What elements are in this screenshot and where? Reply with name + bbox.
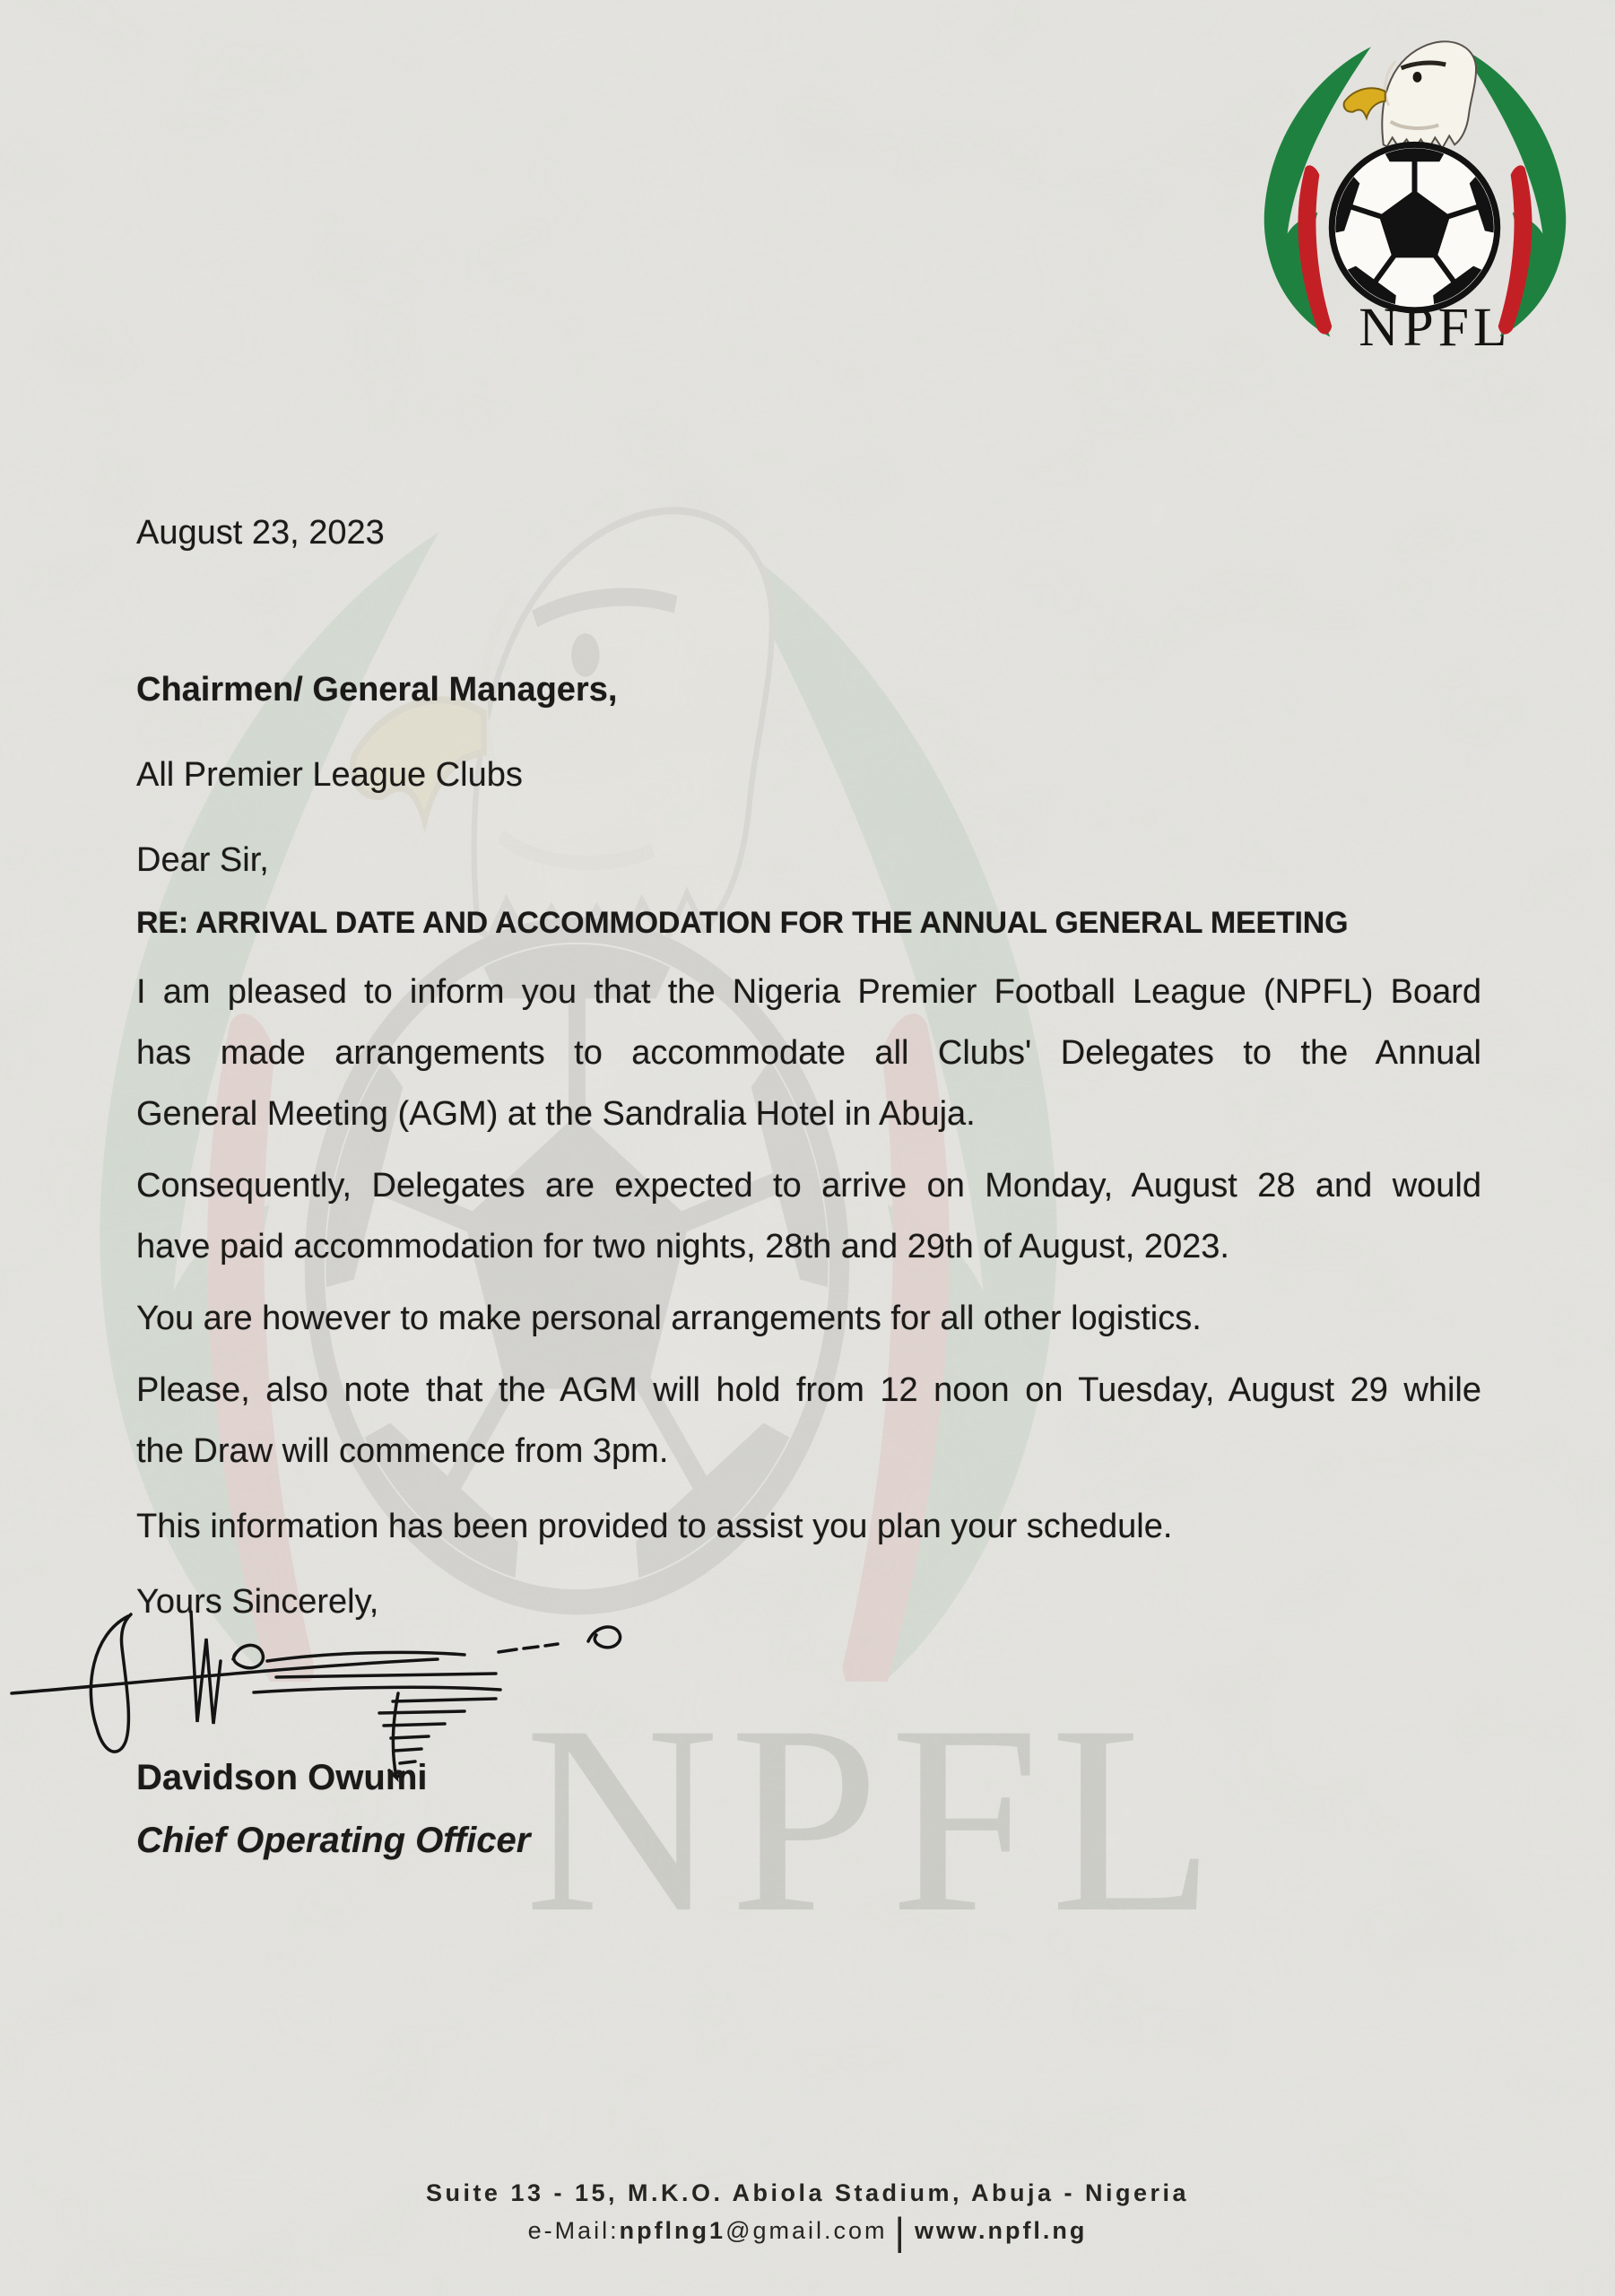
body-paragraph xyxy=(136,1288,1481,1349)
body-line: General Meeting (AGM) at the Sandralia Hotel in Abuja. xyxy=(136,1095,976,1133)
recipient-org: All Premier League Clubs xyxy=(136,756,523,794)
email-domain: @gmail.com xyxy=(725,2217,888,2244)
email-label: e-Mail: xyxy=(527,2217,620,2244)
body-line: Consequently, Delegates are expected to arrive on Monday, August 28 and would xyxy=(136,1167,1481,1205)
body-paragraph xyxy=(136,961,1481,1144)
body-paragraph xyxy=(136,1496,1481,1557)
footer-contacts xyxy=(0,2211,1615,2252)
closing: Yours Sincerely, xyxy=(136,1583,379,1621)
body-paragraph xyxy=(136,1360,1481,1482)
footer-address: Suite 13 - 15, M.K.O. Abiola Stadium, Abuja - Nigeria xyxy=(425,2179,1190,2206)
npfl-logo xyxy=(1248,5,1582,361)
subject-line: RE: ARRIVAL DATE AND ACCOMMODATION FOR THE ANNUAL GENERAL MEETING xyxy=(136,906,1349,940)
body-line: has made arrangements to accommodate all Clubs' Delegates to the Annual xyxy=(136,1034,1481,1072)
body-line: Please, also note that the AGM will hold from 12 noon on Tuesday, August 29 while xyxy=(136,1371,1481,1409)
footer-divider: | xyxy=(894,2210,907,2254)
letter-date: August 23, 2023 xyxy=(136,514,385,552)
salutation: Dear Sir, xyxy=(136,841,269,879)
body-paragraph xyxy=(136,1155,1481,1277)
signer-name: Davidson Owumi xyxy=(136,1758,428,1797)
recipient-title: Chairmen/ General Managers, xyxy=(136,671,618,709)
website-text: www.npfl.ng xyxy=(914,2217,1088,2244)
body-line: the Draw will commence from 3pm. xyxy=(136,1432,669,1470)
body-line: I am pleased to inform you that the Nigeria Premier Football League (NPFL) Board xyxy=(136,973,1481,1011)
signer-title: Chief Operating Officer xyxy=(136,1821,531,1860)
email-user: npflng1 xyxy=(619,2217,726,2244)
watermark-text: NPFL xyxy=(525,1670,1226,1968)
body-line: have paid accommodation for two nights, 28th and 29th of August, 2023. xyxy=(136,1228,1229,1265)
npfl-logo-text: NPFL xyxy=(1359,297,1512,359)
body-line: This information has been provided to assist you plan your schedule. xyxy=(136,1508,1173,1545)
body-line: You are however to make personal arrangements for all other logistics. xyxy=(136,1300,1202,1337)
